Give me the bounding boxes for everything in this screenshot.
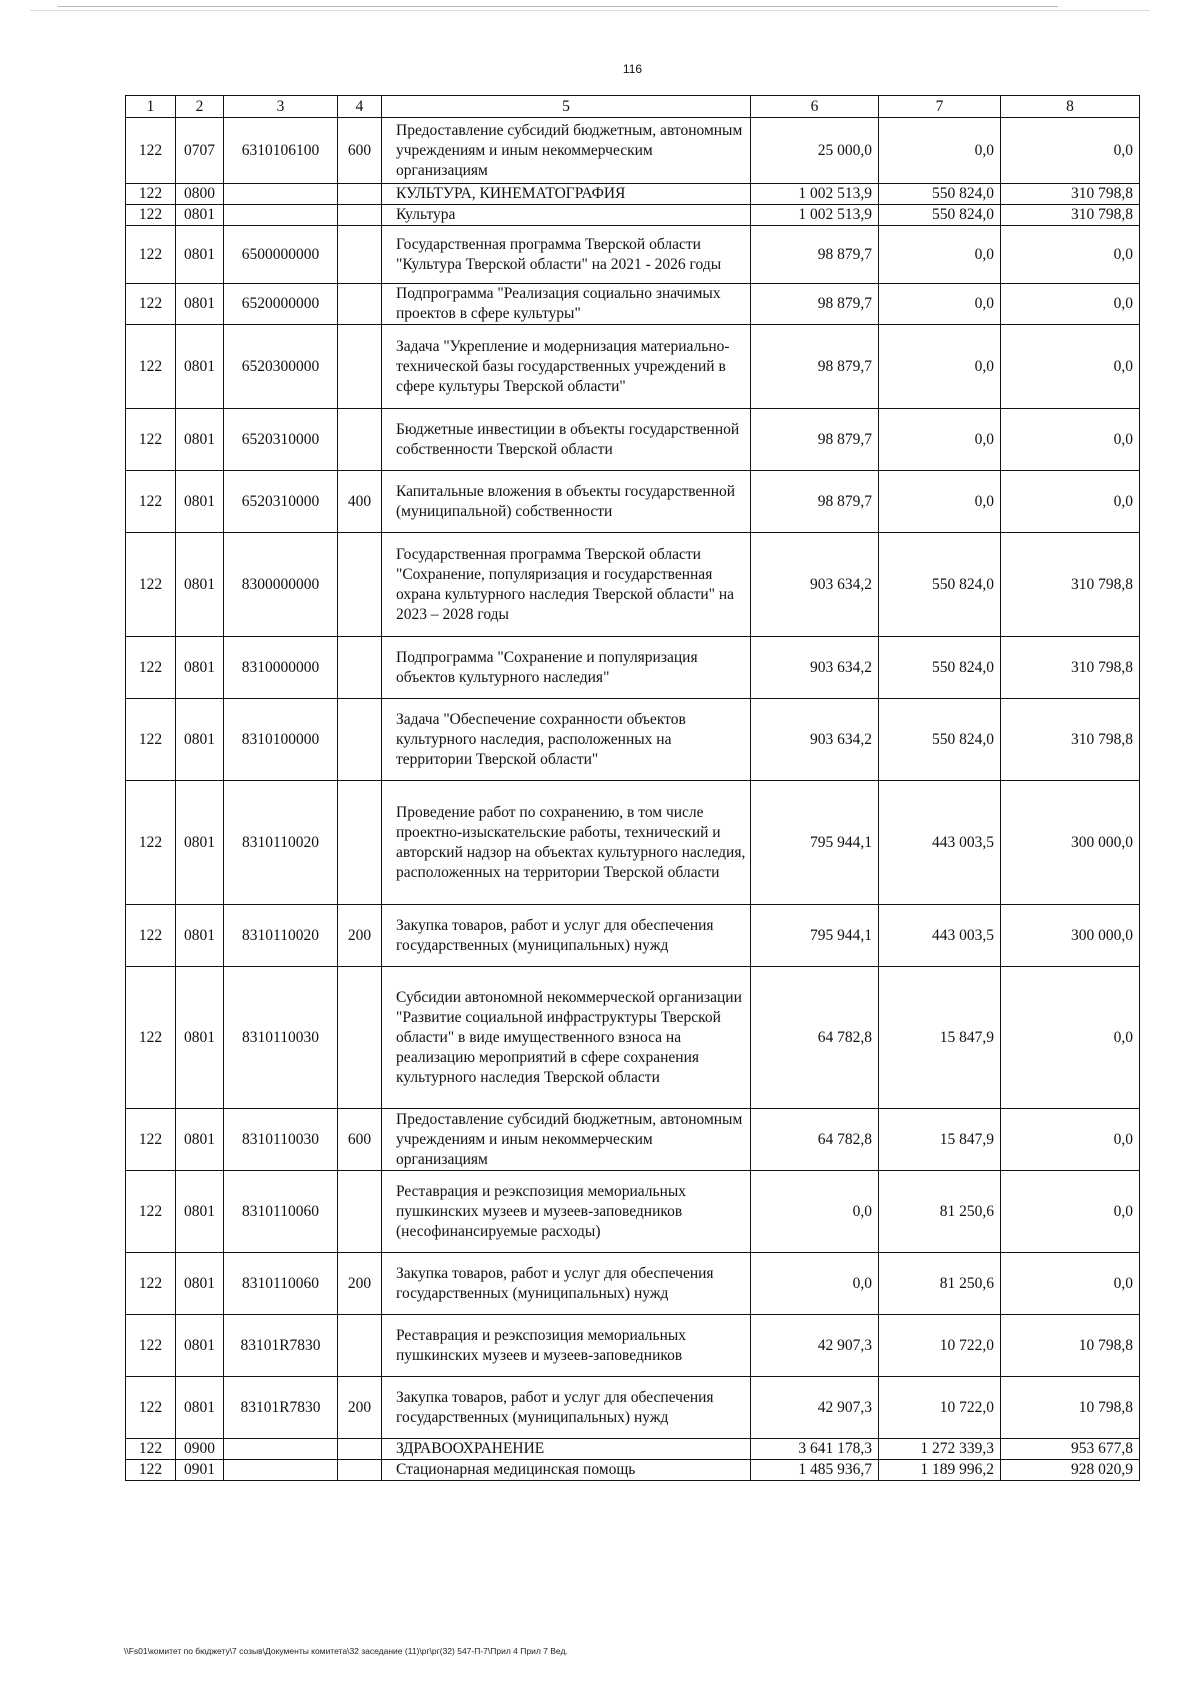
table-row	[126, 905, 1140, 967]
cell-amount-col7: 550 824,0	[879, 205, 1001, 226]
table-row	[126, 409, 1140, 471]
cell-kvsr: 122	[126, 284, 176, 325]
cell-expense-type	[338, 184, 382, 205]
table-row	[126, 226, 1140, 284]
cell-amount-col7: 550 824,0	[879, 533, 1001, 637]
cell-kvsr: 122	[126, 205, 176, 226]
cell-amount-col6: 25 000,0	[751, 118, 879, 184]
cell-amount-col8: 300 000,0	[1001, 905, 1140, 967]
cell-amount-col6: 0,0	[751, 1171, 879, 1253]
cell-description: Задача "Укрепление и модернизация материально-технической базы государственных учреждений в сфере культуры Тверской области"	[382, 325, 751, 409]
cell-expense-type	[338, 409, 382, 471]
cell-target-article: 83101R7830	[224, 1315, 338, 1377]
cell-description: Государственная программа Тверской области "Сохранение, популяризация и государственная охрана культурного наследия Тверской области" на 2023 – 2028 годы	[382, 533, 751, 637]
budget-table	[125, 95, 1140, 1481]
cell-kvsr: 122	[126, 1377, 176, 1439]
cell-amount-col8: 310 798,8	[1001, 205, 1140, 226]
cell-description: Бюджетные инвестиции в объекты государственной собственности Тверской области	[382, 409, 751, 471]
cell-expense-type	[338, 205, 382, 226]
cell-amount-col8: 0,0	[1001, 409, 1140, 471]
cell-target-article	[224, 184, 338, 205]
cell-description: Субсидии автономной некоммерческой организации "Развитие социальной инфраструктуры Тверской области" в виде имущественного взноса на реализацию мероприятий в сфере сохранения культурного наследия Тверской области	[382, 967, 751, 1109]
cell-amount-col6: 795 944,1	[751, 781, 879, 905]
cell-section: 0801	[176, 1171, 224, 1253]
column-header: 6	[751, 96, 879, 118]
table-row	[126, 967, 1140, 1109]
cell-target-article: 8310110020	[224, 905, 338, 967]
cell-expense-type	[338, 1171, 382, 1253]
scan-top-line	[58, 6, 1058, 7]
cell-amount-col6: 0,0	[751, 1253, 879, 1315]
cell-description: Подпрограмма "Реализация социально значимых проектов в сфере культуры"	[382, 284, 751, 325]
cell-expense-type	[338, 637, 382, 699]
cell-kvsr: 122	[126, 1439, 176, 1460]
cell-amount-col6: 98 879,7	[751, 284, 879, 325]
cell-section: 0801	[176, 781, 224, 905]
cell-kvsr: 122	[126, 118, 176, 184]
column-header: 5	[382, 96, 751, 118]
table-row	[126, 205, 1140, 226]
cell-amount-col8: 0,0	[1001, 118, 1140, 184]
table-row	[126, 533, 1140, 637]
cell-amount-col8: 0,0	[1001, 967, 1140, 1109]
cell-target-article	[224, 1439, 338, 1460]
cell-amount-col8: 0,0	[1001, 1171, 1140, 1253]
table-row	[126, 184, 1140, 205]
cell-amount-col8: 310 798,8	[1001, 184, 1140, 205]
cell-target-article: 8310110060	[224, 1253, 338, 1315]
cell-amount-col6: 1 002 513,9	[751, 205, 879, 226]
table-row	[126, 284, 1140, 325]
cell-amount-col6: 98 879,7	[751, 325, 879, 409]
cell-amount-col6: 98 879,7	[751, 471, 879, 533]
cell-section: 0801	[176, 905, 224, 967]
column-header: 2	[176, 96, 224, 118]
cell-amount-col7: 0,0	[879, 471, 1001, 533]
cell-section: 0801	[176, 1109, 224, 1171]
cell-description: Предоставление субсидий бюджетным, автономным учреждениям и иным некоммерческим организациям	[382, 1109, 751, 1171]
cell-description: КУЛЬТУРА, КИНЕМАТОГРАФИЯ	[382, 184, 751, 205]
cell-expense-type	[338, 284, 382, 325]
cell-kvsr: 122	[126, 471, 176, 533]
cell-amount-col6: 98 879,7	[751, 409, 879, 471]
cell-section: 0801	[176, 1253, 224, 1315]
column-header: 7	[879, 96, 1001, 118]
column-header: 3	[224, 96, 338, 118]
cell-description: ЗДРАВООХРАНЕНИЕ	[382, 1439, 751, 1460]
cell-description: Закупка товаров, работ и услуг для обеспечения государственных (муниципальных) нужд	[382, 1253, 751, 1315]
cell-description: Закупка товаров, работ и услуг для обеспечения государственных (муниципальных) нужд	[382, 1377, 751, 1439]
cell-target-article: 6520310000	[224, 409, 338, 471]
cell-amount-col7: 0,0	[879, 226, 1001, 284]
cell-description: Реставрация и реэкспозиция мемориальных пушкинских музеев и музеев-заповедников	[382, 1315, 751, 1377]
cell-amount-col8: 0,0	[1001, 1109, 1140, 1171]
cell-amount-col7: 10 722,0	[879, 1315, 1001, 1377]
cell-section: 0801	[176, 637, 224, 699]
cell-amount-col8: 928 020,9	[1001, 1460, 1140, 1481]
column-header: 8	[1001, 96, 1140, 118]
cell-amount-col7: 0,0	[879, 325, 1001, 409]
cell-kvsr: 122	[126, 1253, 176, 1315]
cell-amount-col6: 64 782,8	[751, 1109, 879, 1171]
cell-section: 0801	[176, 1377, 224, 1439]
table-row	[126, 781, 1140, 905]
cell-amount-col8: 10 798,8	[1001, 1315, 1140, 1377]
cell-amount-col8: 0,0	[1001, 1253, 1140, 1315]
cell-amount-col6: 903 634,2	[751, 533, 879, 637]
cell-amount-col6: 903 634,2	[751, 637, 879, 699]
cell-description: Закупка товаров, работ и услуг для обеспечения государственных (муниципальных) нужд	[382, 905, 751, 967]
cell-target-article: 8310110030	[224, 1109, 338, 1171]
cell-expense-type: 200	[338, 1377, 382, 1439]
cell-section: 0801	[176, 325, 224, 409]
cell-description: Предоставление субсидий бюджетным, автономным учреждениям и иным некоммерческим организациям	[382, 118, 751, 184]
cell-description: Стационарная медицинская помощь	[382, 1460, 751, 1481]
cell-target-article: 6520300000	[224, 325, 338, 409]
cell-kvsr: 122	[126, 1460, 176, 1481]
cell-expense-type	[338, 533, 382, 637]
cell-target-article: 8310000000	[224, 637, 338, 699]
cell-kvsr: 122	[126, 905, 176, 967]
cell-section: 0707	[176, 118, 224, 184]
cell-expense-type	[338, 1460, 382, 1481]
cell-kvsr: 122	[126, 226, 176, 284]
cell-target-article: 8310110020	[224, 781, 338, 905]
cell-description: Задача "Обеспечение сохранности объектов культурного наследия, расположенных на территории Тверской области"	[382, 699, 751, 781]
cell-expense-type	[338, 226, 382, 284]
cell-amount-col6: 98 879,7	[751, 226, 879, 284]
cell-kvsr: 122	[126, 409, 176, 471]
cell-section: 0901	[176, 1460, 224, 1481]
cell-amount-col7: 550 824,0	[879, 184, 1001, 205]
cell-section: 0801	[176, 699, 224, 781]
cell-description: Культура	[382, 205, 751, 226]
cell-amount-col6: 1 002 513,9	[751, 184, 879, 205]
cell-amount-col8: 310 798,8	[1001, 637, 1140, 699]
cell-description: Подпрограмма "Сохранение и популяризация объектов культурного наследия"	[382, 637, 751, 699]
cell-amount-col7: 1 189 996,2	[879, 1460, 1001, 1481]
cell-description: Государственная программа Тверской области "Культура Тверской области" на 2021 - 2026 годы	[382, 226, 751, 284]
cell-amount-col8: 0,0	[1001, 471, 1140, 533]
table-row	[126, 1460, 1140, 1481]
cell-amount-col7: 10 722,0	[879, 1377, 1001, 1439]
document-file-path: \\Fs01\комитет по бюджету\7 созыв\Документы комитета\32 заседание (11)\рг\рг(32) 547-П-7\Прил 4 Прил 7 Вед.	[124, 1646, 568, 1656]
cell-amount-col8: 0,0	[1001, 325, 1140, 409]
cell-expense-type: 600	[338, 1109, 382, 1171]
cell-expense-type	[338, 699, 382, 781]
cell-amount-col8: 0,0	[1001, 226, 1140, 284]
cell-target-article: 8310100000	[224, 699, 338, 781]
cell-amount-col7: 15 847,9	[879, 967, 1001, 1109]
cell-description: Проведение работ по сохранению, в том числе проектно-изыскательские работы, технический и авторский надзор на объектах культурного наследия, расположенных на территории Тверской области	[382, 781, 751, 905]
cell-amount-col7: 0,0	[879, 284, 1001, 325]
cell-section: 0801	[176, 471, 224, 533]
cell-section: 0801	[176, 1315, 224, 1377]
cell-expense-type	[338, 967, 382, 1109]
cell-kvsr: 122	[126, 1315, 176, 1377]
table-row	[126, 325, 1140, 409]
cell-target-article: 6520310000	[224, 471, 338, 533]
cell-amount-col8: 300 000,0	[1001, 781, 1140, 905]
table-row	[126, 699, 1140, 781]
cell-description: Капитальные вложения в объекты государственной (муниципальной) собственности	[382, 471, 751, 533]
cell-expense-type: 400	[338, 471, 382, 533]
cell-amount-col7: 81 250,6	[879, 1171, 1001, 1253]
cell-kvsr: 122	[126, 699, 176, 781]
cell-expense-type: 200	[338, 905, 382, 967]
cell-section: 0900	[176, 1439, 224, 1460]
scan-top-line-faint	[30, 10, 1150, 11]
cell-kvsr: 122	[126, 637, 176, 699]
cell-kvsr: 122	[126, 967, 176, 1109]
column-header: 1	[126, 96, 176, 118]
cell-amount-col7: 443 003,5	[879, 905, 1001, 967]
cell-amount-col7: 81 250,6	[879, 1253, 1001, 1315]
table-row	[126, 637, 1140, 699]
cell-target-article: 8310110060	[224, 1171, 338, 1253]
table-row	[126, 1439, 1140, 1460]
cell-expense-type: 600	[338, 118, 382, 184]
cell-amount-col8: 310 798,8	[1001, 533, 1140, 637]
page-number: 116	[622, 62, 643, 76]
cell-amount-col7: 443 003,5	[879, 781, 1001, 905]
cell-section: 0801	[176, 205, 224, 226]
table-row	[126, 118, 1140, 184]
cell-description: Реставрация и реэкспозиция мемориальных пушкинских музеев и музеев-заповедников (несофинансируемые расходы)	[382, 1171, 751, 1253]
cell-target-article	[224, 205, 338, 226]
table-header-row	[126, 96, 1140, 118]
cell-section: 0801	[176, 226, 224, 284]
cell-amount-col6: 42 907,3	[751, 1315, 879, 1377]
cell-amount-col7: 15 847,9	[879, 1109, 1001, 1171]
cell-amount-col6: 3 641 178,3	[751, 1439, 879, 1460]
cell-amount-col6: 903 634,2	[751, 699, 879, 781]
cell-amount-col8: 310 798,8	[1001, 699, 1140, 781]
cell-amount-col7: 550 824,0	[879, 637, 1001, 699]
table-row	[126, 1171, 1140, 1253]
cell-section: 0801	[176, 533, 224, 637]
table-row	[126, 1109, 1140, 1171]
cell-expense-type	[338, 1315, 382, 1377]
cell-amount-col8: 0,0	[1001, 284, 1140, 325]
cell-amount-col6: 795 944,1	[751, 905, 879, 967]
cell-kvsr: 122	[126, 533, 176, 637]
cell-kvsr: 122	[126, 184, 176, 205]
cell-expense-type: 200	[338, 1253, 382, 1315]
table-row	[126, 471, 1140, 533]
cell-section: 0800	[176, 184, 224, 205]
cell-amount-col8: 10 798,8	[1001, 1377, 1140, 1439]
cell-amount-col7: 1 272 339,3	[879, 1439, 1001, 1460]
cell-target-article: 83101R7830	[224, 1377, 338, 1439]
table-row	[126, 1315, 1140, 1377]
cell-kvsr: 122	[126, 325, 176, 409]
cell-amount-col6: 1 485 936,7	[751, 1460, 879, 1481]
table-row	[126, 1253, 1140, 1315]
cell-target-article	[224, 1460, 338, 1481]
cell-section: 0801	[176, 967, 224, 1109]
table-row	[126, 1377, 1140, 1439]
cell-amount-col7: 0,0	[879, 118, 1001, 184]
cell-target-article: 6500000000	[224, 226, 338, 284]
cell-expense-type	[338, 781, 382, 905]
cell-expense-type	[338, 1439, 382, 1460]
cell-target-article: 8310110030	[224, 967, 338, 1109]
cell-target-article: 6520000000	[224, 284, 338, 325]
cell-target-article: 6310106100	[224, 118, 338, 184]
cell-kvsr: 122	[126, 1171, 176, 1253]
cell-amount-col6: 64 782,8	[751, 967, 879, 1109]
column-header: 4	[338, 96, 382, 118]
cell-amount-col8: 953 677,8	[1001, 1439, 1140, 1460]
cell-amount-col7: 0,0	[879, 409, 1001, 471]
cell-amount-col6: 42 907,3	[751, 1377, 879, 1439]
cell-kvsr: 122	[126, 781, 176, 905]
cell-expense-type	[338, 325, 382, 409]
cell-section: 0801	[176, 284, 224, 325]
cell-section: 0801	[176, 409, 224, 471]
cell-target-article: 8300000000	[224, 533, 338, 637]
cell-amount-col7: 550 824,0	[879, 699, 1001, 781]
cell-kvsr: 122	[126, 1109, 176, 1171]
